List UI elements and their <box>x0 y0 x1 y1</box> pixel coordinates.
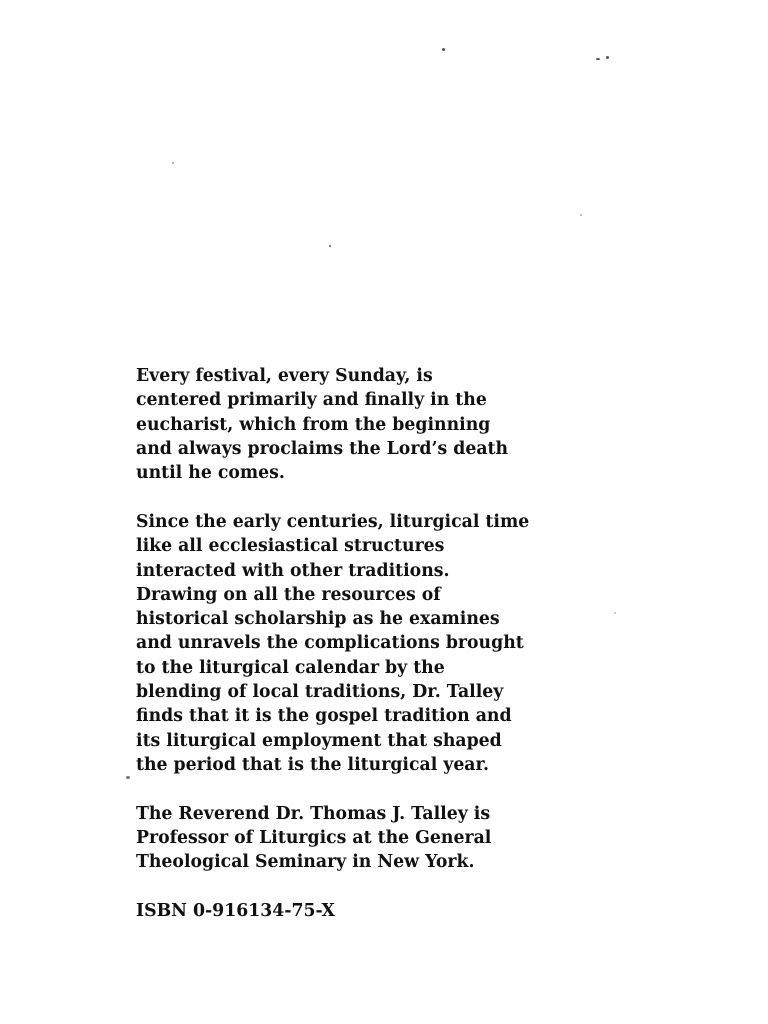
text-line: The Reverend Dr. Thomas J. Talley is <box>136 803 491 824</box>
text-line: and always proclaims the Lord’s death <box>136 438 509 459</box>
text-line: Drawing on all the resources of <box>136 584 441 605</box>
scan-speck <box>172 162 174 164</box>
text-line: eucharist, which from the beginning <box>136 414 491 435</box>
isbn-line <box>136 899 636 923</box>
scan-speck <box>580 214 582 216</box>
scan-speck <box>442 48 445 51</box>
isbn-text: ISBN 0-916134-75-X <box>136 901 335 922</box>
text-line: interacted with other traditions. <box>136 560 450 581</box>
scan-speck <box>126 776 130 779</box>
text-line: like all ecclesiastical structures <box>136 536 445 557</box>
author-bio-paragraph <box>136 802 636 875</box>
text-line: historical scholarship as he examines <box>136 609 500 630</box>
text-line: its liturgical employment that shaped <box>136 730 502 751</box>
text-line: until he comes. <box>136 463 285 484</box>
text-line: Since the early centuries, liturgical time <box>136 511 530 532</box>
blurb-paragraph-1 <box>136 364 636 485</box>
blurb-text-block <box>136 364 636 923</box>
text-line: and unravels the complications brought <box>136 633 524 654</box>
text-line: centered primarily and finally in the <box>136 390 487 411</box>
text-line: the period that is the liturgical year. <box>136 754 490 775</box>
text-line: to the liturgical calendar by the <box>136 657 445 678</box>
scan-speck <box>606 56 609 59</box>
scan-speck <box>596 58 600 60</box>
text-line: Professor of Liturgics at the General <box>136 828 492 849</box>
blurb-paragraph-2 <box>136 510 636 777</box>
text-line: Every festival, every Sunday, is <box>136 366 433 386</box>
scan-speck <box>329 245 331 247</box>
text-line: Theological Seminary in New York. <box>136 852 475 873</box>
text-line: blending of local traditions, Dr. Talley <box>136 682 504 703</box>
text-line: finds that it is the gospel tradition and <box>136 706 512 727</box>
